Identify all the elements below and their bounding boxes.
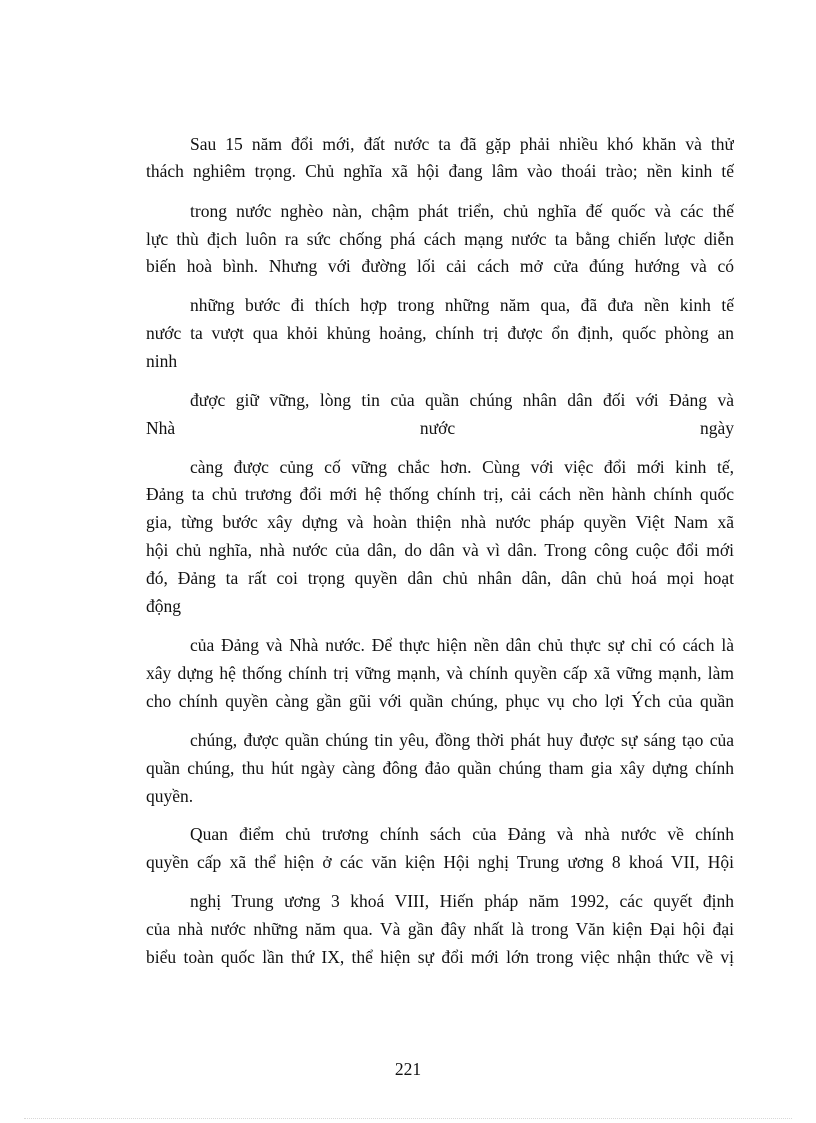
- text-line: biến hoà bình. Nhưng với đường lối cải cách mở cửa đúng hướng và có: [146, 256, 734, 276]
- text-line: trong nước nghèo nàn, chậm phát triển, chủ nghĩa đế quốc và các thế: [190, 201, 734, 221]
- text-line: được giữ vững, lòng tin của quần chúng nhân dân đối với Đảng và: [190, 390, 734, 410]
- text-line: của Đảng và Nhà nước. Để thực hiện nền dân chủ thực sự chỉ có cách là: [190, 635, 734, 655]
- text-line: đó, Đảng ta rất coi trọng quyền dân chủ nhân dân, dân chủ hoá mọi hoạt: [146, 568, 734, 588]
- text-line: quyền cấp xã thể hiện ở các văn kiện Hội nghị Trung ương 8 khoá VII, Hội: [146, 852, 734, 872]
- text-line: nước ta vượt qua khỏi khủng hoảng, chính trị được ổn định, quốc phòng an: [146, 323, 734, 343]
- text-line: lực thù địch luôn ra sức chống phá cách mạng nước ta bằng chiến lược diễn: [146, 229, 734, 249]
- text-line: quyền.: [146, 786, 194, 806]
- text-line: thách nghiêm trọng. Chủ nghĩa xã hội đang lâm vào thoái trào; nền kinh tế: [146, 161, 734, 181]
- text-line: những bước đi thích hợp trong những năm qua, đã đưa nền kinh tế: [190, 295, 734, 315]
- footer-divider: [24, 1118, 792, 1119]
- text-line: Quan điểm chủ trương chính sách của Đảng và nhà nước về chính: [190, 824, 734, 844]
- text-line: Sau 15 năm đổi mới, đất nước ta đã gặp phải nhiều khó khăn và thử: [190, 134, 734, 154]
- text-line: hội chủ nghĩa, nhà nước của dân, do dân và vì dân. Trong công cuộc đổi mới: [146, 540, 734, 560]
- text-line: Nhà nước ngày: [146, 418, 734, 438]
- text-line: gia, từng bước xây dựng và hoàn thiện nhà nước pháp quyền Việt Nam xã: [146, 512, 734, 532]
- text-line: cho chính quyền càng gần gũi với quần chúng, phục vụ cho lợi Ých của quần: [146, 691, 734, 711]
- page-number: 221: [394, 1059, 422, 1079]
- text-line: nghị Trung ương 3 khoá VIII, Hiến pháp năm 1992, các quyết định: [190, 891, 734, 911]
- text-line: chúng, được quần chúng tin yêu, đồng thời phát huy được sự sáng tạo của: [190, 730, 734, 750]
- text-line: xây dựng hệ thống chính trị vững mạnh, và chính quyền cấp xã vững mạnh, làm: [146, 663, 734, 683]
- text-line: biểu toàn quốc lần thứ IX, thể hiện sự đổi mới lớn trong việc nhận thức về vị: [146, 947, 734, 967]
- text-line: Đảng ta chủ trương đổi mới hệ thống chính trị, cải cách nền hành chính quốc: [146, 484, 734, 504]
- text-line: động: [146, 596, 181, 616]
- text-line: quần chúng, thu hút ngày càng đông đảo quần chúng tham gia xây dựng chính: [146, 758, 734, 778]
- text-line: càng được củng cố vững chắc hơn. Cùng với việc đổi mới kinh tế,: [190, 457, 734, 477]
- text-line: ninh: [146, 351, 178, 371]
- text-line: của nhà nước những năm qua. Và gần đây nhất là trong Văn kiện Đại hội đại: [146, 919, 734, 939]
